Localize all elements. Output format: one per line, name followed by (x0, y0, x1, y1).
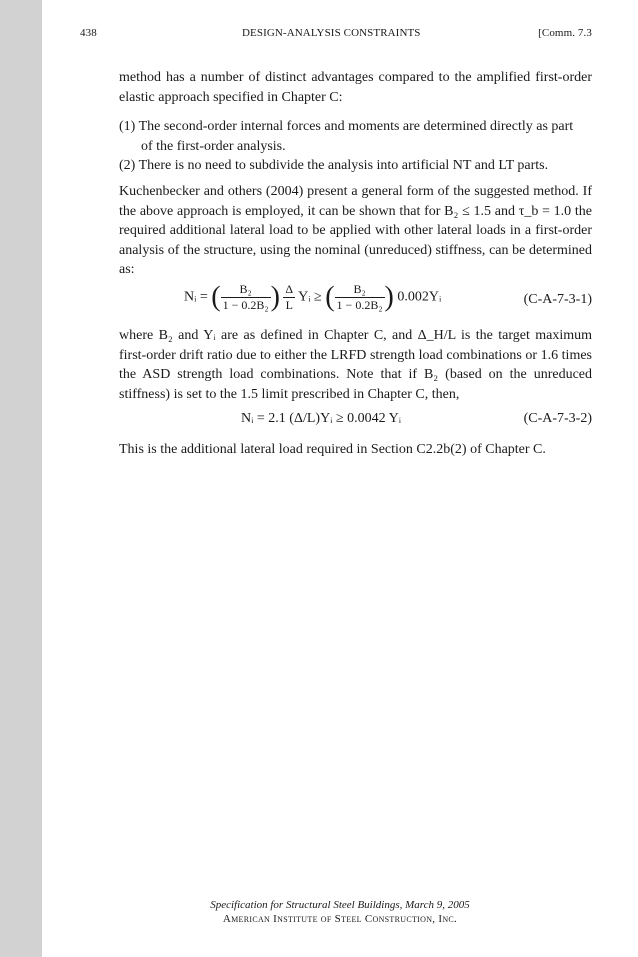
equation-1: Nᵢ = ( $\frac{\text{B₂}}{\text{1 − 0.2B₂}}$ ) $\frac{\Delta}{L}$ Yᵢ ≥ ( $\frac{\text{B₂}}{\text{1 − 0.2B₂}}$ ) 0.002Yᵢ (184, 281, 442, 313)
paragraph-3-text: where B₂ and Yᵢ are as defined in Chapter C, and Δ_H/L is the target maximum first-order drift ratio due to either the LRFD strength load combinations or 1.6 times the ASD strength load combinations. Note that if B₂ (based on the unreduced stiffness) is set to the 1.5 limit prescribed in Chapter C, then, (119, 328, 592, 402)
equation-1-number: (C-A-7-3-1) (523, 292, 592, 307)
header-section: [Comm. 7.3 (538, 27, 592, 39)
document-page (42, 0, 638, 957)
equation-1-length: L (285, 298, 293, 312)
paragraph-2 (119, 182, 592, 280)
list-item-1-line-2: of the first-order analysis. (141, 138, 286, 154)
equation-2-number: (C-A-7-3-2) (523, 411, 592, 426)
equation-1-fraction-denominator: 1 − 0.2B₂ (222, 298, 269, 312)
equation-2: Nᵢ = 2.1 (Δ/L)Yᵢ ≥ 0.0042 Yᵢ (241, 411, 402, 426)
equation-1-fraction-2-denominator: 1 − 0.2B₂ (336, 298, 383, 312)
equation-1-fraction-numerator: B₂ (221, 282, 271, 298)
list-item-2: (2) There is no need to subdivide the analysis into artificial NT and LT parts. (119, 158, 549, 173)
paragraph-2-part-b: the required additional lateral load to be applied with other lateral loads in a first-order analysis of the structure, using the nominal (unreduced) stiffness, can be determined as: (119, 203, 593, 277)
paragraph-4-text: This is the additional lateral load required in Section C2.2b(2) of Chapter C. (119, 442, 546, 457)
equation-1-delta: Δ (285, 282, 294, 296)
page-number: 438 (80, 27, 97, 39)
paragraph-2-part-a: Kuchenbecker and others (2004) present a general form of the suggested method. If the above approach is employed, it can be shown that for (119, 184, 592, 219)
equation-1-fraction-2 (335, 282, 385, 313)
running-header (42, 27, 638, 41)
footer-line-2: American Institute of Steel Construction, Inc. (222, 913, 458, 925)
list-item-1-line-1: (1) The second-order internal forces and moments are determined directly as part (119, 119, 574, 134)
left-margin-strip (0, 0, 42, 957)
equation-1-drift-ratio (283, 282, 295, 313)
header-title: DESIGN-ANALYSIS CONSTRAINTS (242, 27, 421, 39)
advantages-list (119, 117, 592, 176)
paragraph-4 (119, 440, 592, 460)
equation-1-lhs: Nᵢ = (184, 289, 208, 305)
footer-line-1: Specification for Structural Steel Buildings, March 9, 2005 (210, 899, 470, 911)
equation-1-mid: Yᵢ ≥ (298, 289, 322, 305)
paragraph-2-condition: B₂ ≤ 1.5 and τ_b = 1.0 (444, 203, 572, 219)
paragraph-intro (119, 68, 592, 107)
page-footer (42, 898, 638, 926)
equation-1-fraction-2-numerator: B₂ (335, 282, 385, 298)
paragraph-3 (119, 326, 592, 404)
paragraph-1: method has a number of distinct advantages compared to the amplified first-order elastic approach specified in Chapter C: (119, 70, 592, 105)
equation-1-fraction (221, 282, 271, 313)
equation-1-tail: 0.002Yᵢ (397, 289, 442, 305)
